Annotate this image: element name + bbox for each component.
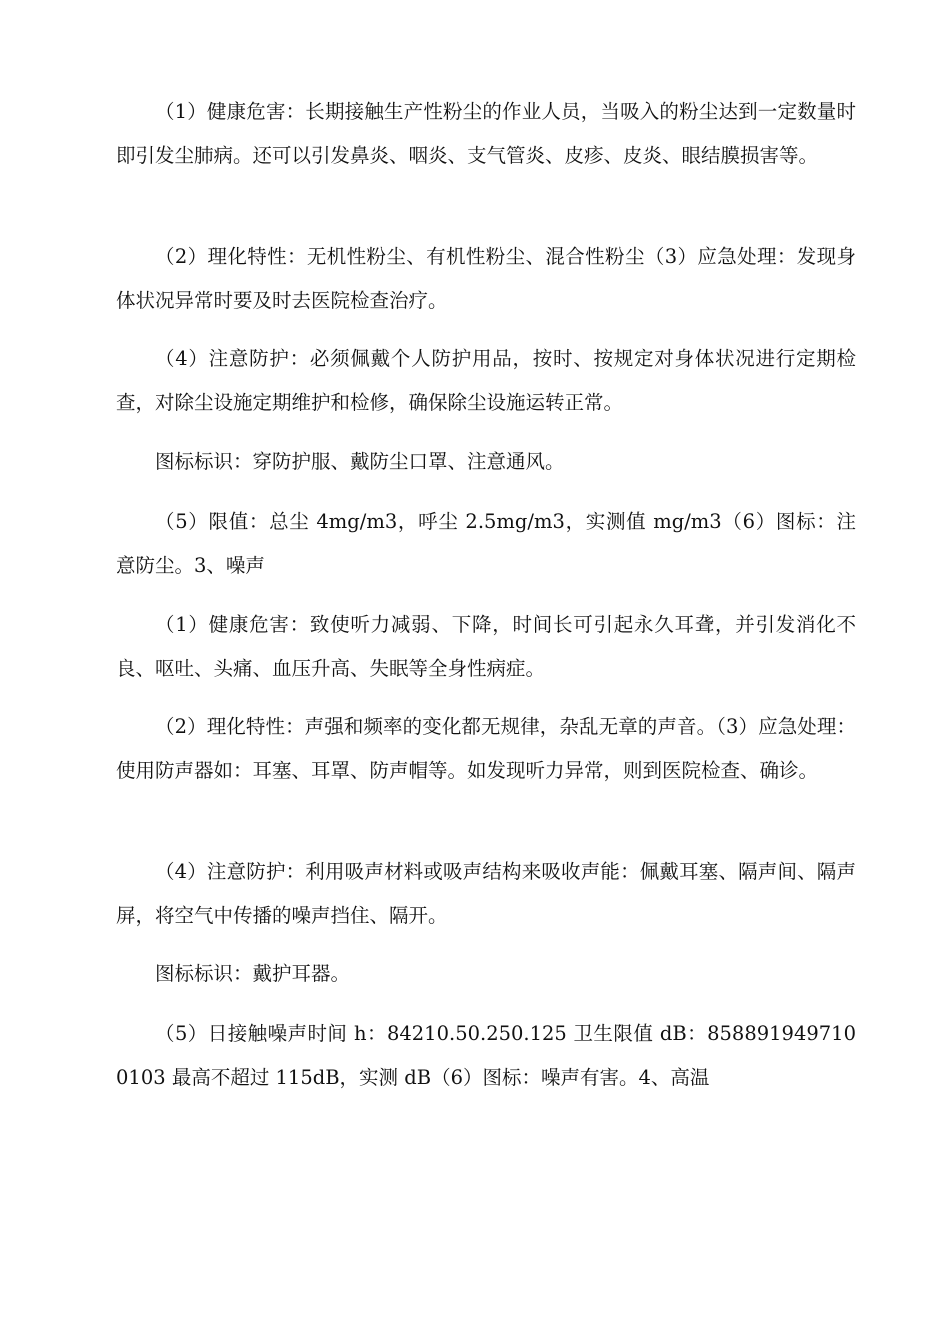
paragraph-dust-limits: （5）限值：总尘 4mg/m3，呼尘 2.5mg/m3，实测值 mg/m3（6）图标：注意防尘。3、噪声: [116, 510, 856, 577]
paragraph-noise-health-hazard: （1）健康危害：致使听力减弱、下降，时间长可引起永久耳聋，并引发消化不良、呕吐、头痛、血压升高、失眠等全身性病症。: [116, 613, 856, 680]
paragraph-noise-icons: 图标标识：戴护耳器。: [155, 962, 351, 985]
paragraph-noise-limits: （5）日接触噪声时间 h：84210.50.250.125 卫生限值 dB：8588919497100103 最高不超过 115dB，实测 dB（6）图标：噪声有害。4、高温: [116, 1022, 856, 1089]
paragraph-noise-properties: （2）理化特性：声强和频率的变化都无规律，杂乱无章的声音。（3）应急处理：使用防声器如：耳塞、耳罩、防声帽等。如发现听力异常，则到医院检查、确诊。: [116, 715, 856, 782]
paragraph-dust-icons: 图标标识：穿防护服、戴防尘口罩、注意通风。: [155, 450, 565, 473]
paragraph-dust-protection: （4）注意防护：必须佩戴个人防护用品，按时、按规定对身体状况进行定期检查，对除尘设施定期维护和检修，确保除尘设施运转正常。: [116, 347, 856, 414]
paragraph-noise-protection: （4）注意防护：利用吸声材料或吸声结构来吸收声能：佩戴耳塞、隔声间、隔声屏，将空气中传播的噪声挡住、隔开。: [116, 860, 856, 927]
paragraph-dust-properties: （2）理化特性：无机性粉尘、有机性粉尘、混合性粉尘（3）应急处理：发现身体状况异常时要及时去医院检查治疗。: [116, 245, 856, 312]
paragraph-dust-health-hazard: （1）健康危害：长期接触生产性粉尘的作业人员，当吸入的粉尘达到一定数量时即引发尘肺病。还可以引发鼻炎、咽炎、支气管炎、皮疹、皮炎、眼结膜损害等。: [116, 100, 856, 167]
